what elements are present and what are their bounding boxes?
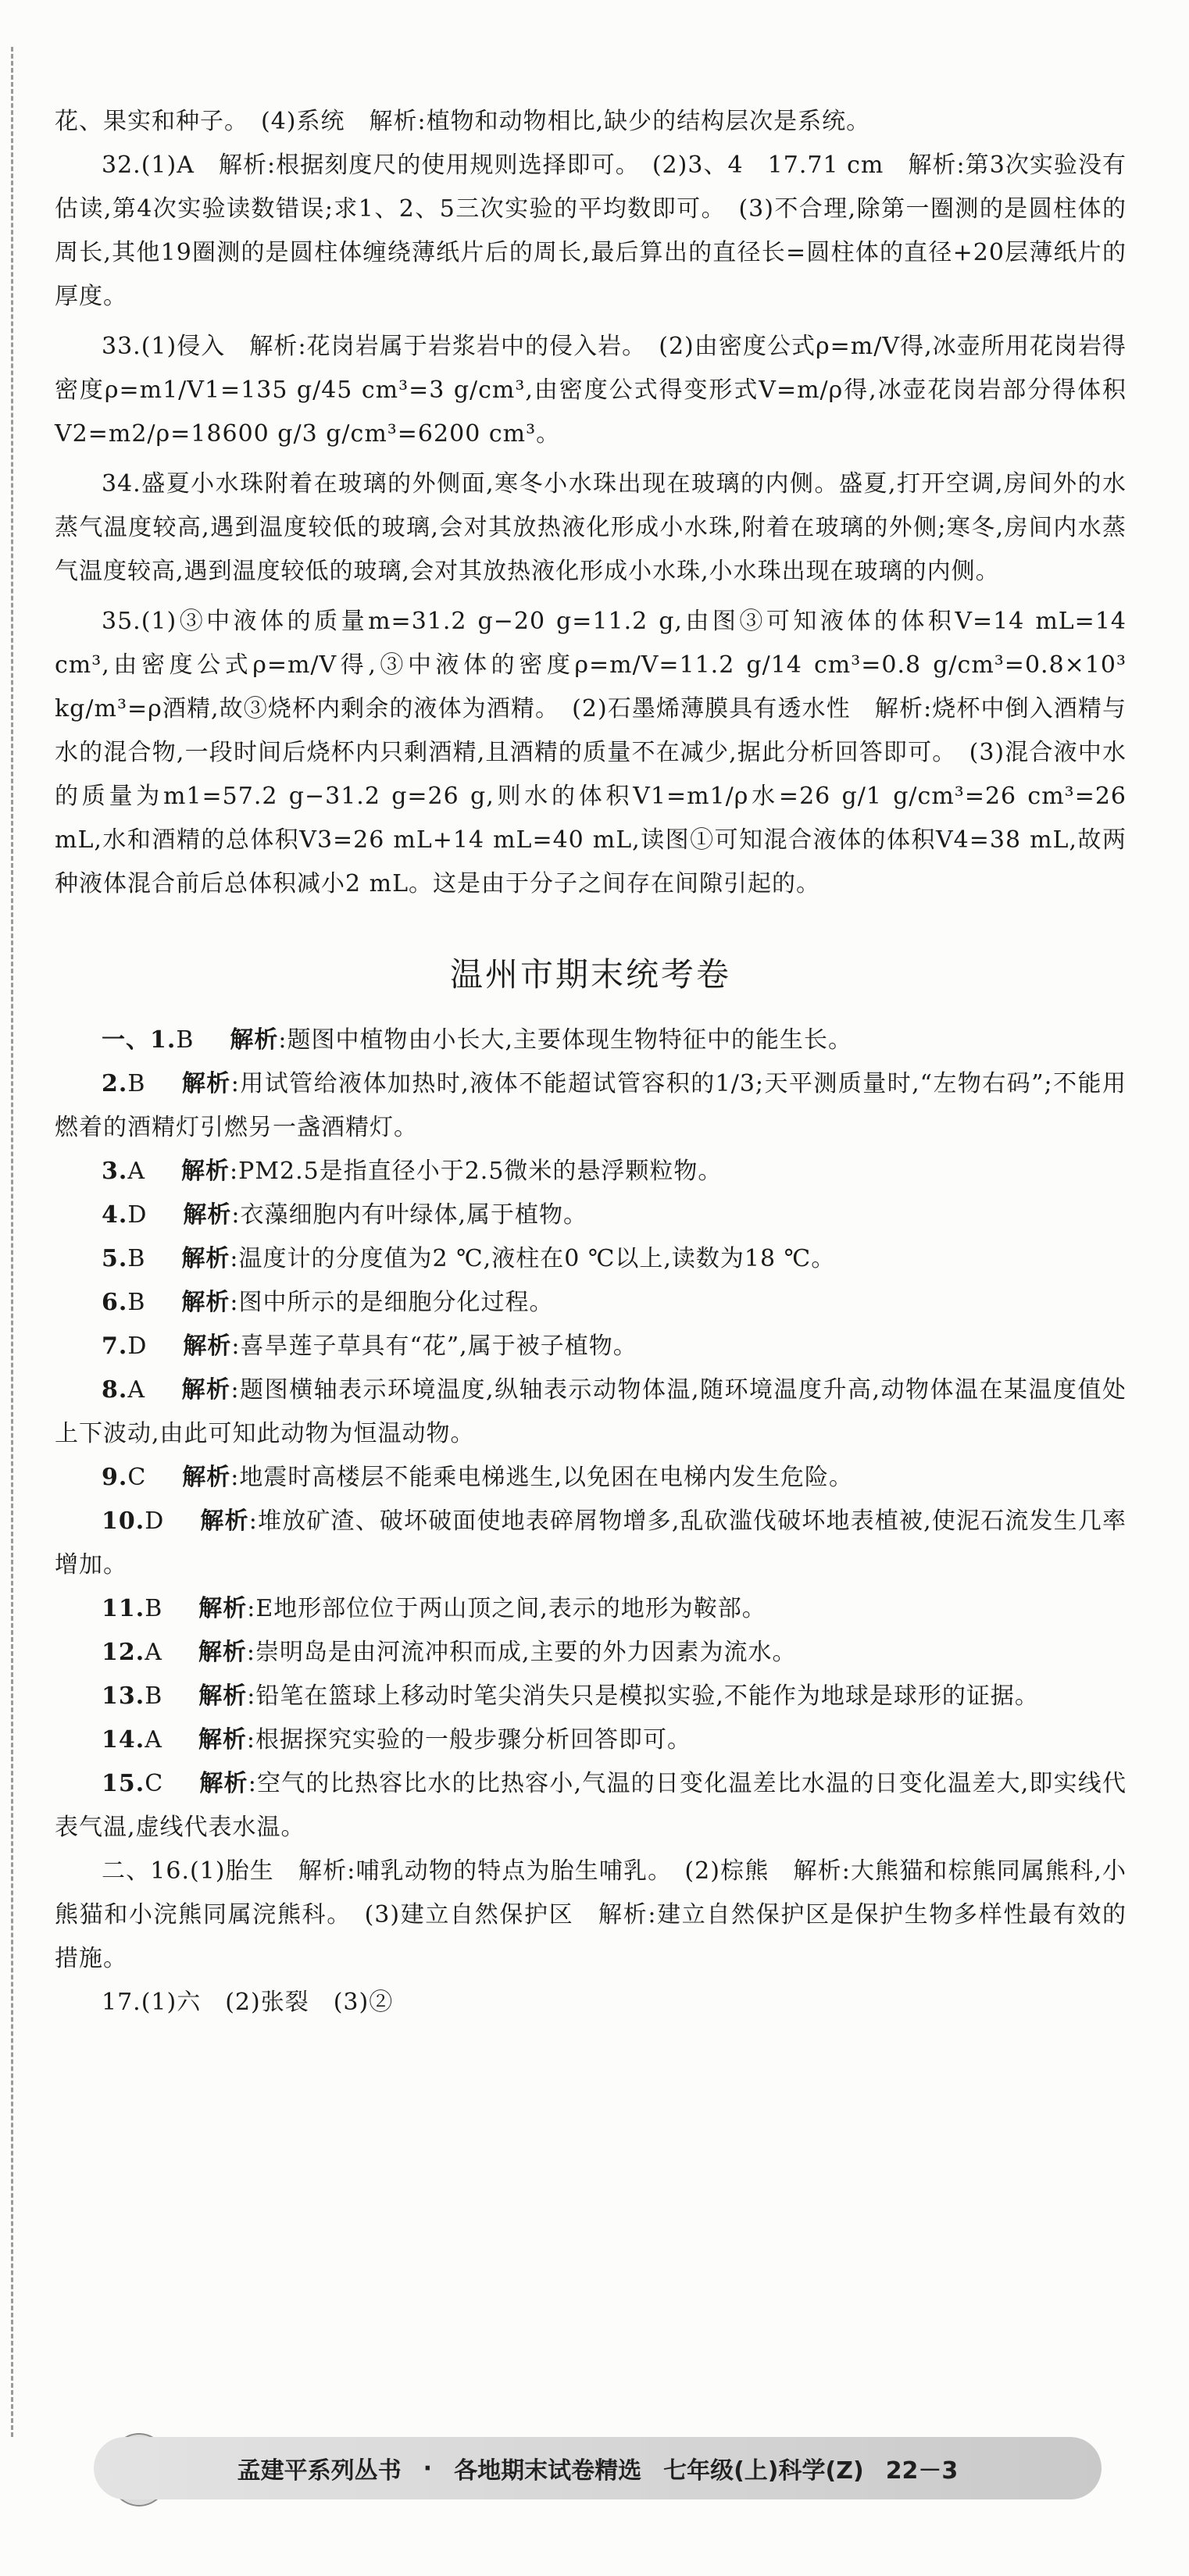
analysis-text: PM2.5是指直径小于2.5微米的悬浮颗粒物。 [238,1158,723,1185]
analysis-label: 解析 [183,1201,232,1229]
binding-dashed-line [11,47,13,2437]
answer-number: 14. [102,1726,145,1754]
analysis-label: 解析 [199,1770,248,1797]
answer-choice: B [127,1289,146,1316]
analysis-text: 喜旱莲子草具有“花”,属于被子植物。 [240,1333,637,1360]
answer-choice: C [127,1464,147,1491]
answer-choice: A [127,1158,145,1185]
answer-number: 11. [102,1595,145,1622]
answer-item: 11.B 解析:E地形部位位于两山顶之间,表示的地形为鞍部。 [102,1595,766,1622]
answer-list [55,1019,1127,1850]
answer-choice: B [127,1245,146,1272]
section-title: 温州市期末统考卷 [449,955,731,994]
answer-number: 一、1. [102,1026,177,1054]
analysis-text: 题图中植物由小长大,主要体现生物特征中的能生长。 [287,1026,853,1054]
answer-17: 17.(1)六 (2)张裂 (3)② [102,1989,394,2016]
analysis-label: 解析 [181,1376,231,1404]
answer-35: 35.(1)③中液体的质量m=31.2 g−20 g=11.2 g,由图③可知液体的体积V=14 mL=14 cm³,由密度公式ρ=m/V得,③中液体的密度ρ=m/V=11.2 g/14 cm³=0.8 g/cm³=0.8×10³ kg/m³=ρ酒精,故③烧杯内剩余的液体为酒精。 (2)石墨烯薄膜具有透水性 解析:烧杯中倒入酒精与水的混合物,一段时间后烧杯内只剩酒精,且酒精的质量不在减少,据此分析回答即可。 (3)混合液中水的质量为m1=57.2 g−31.2 g=26 g,则水的体积V1=m1/ρ水=26 g/1 g/cm³=26 cm³=26 mL,水和酒精的总体积V3=26 mL+14 mL=40 mL,读图①可知混合液体的体积V4=38 mL,故两种液体混合前后总体积减小2 mL。这是由于分子之间存在间隙引起的。 [55,608,1127,897]
answer-16: 二、16.(1)胎生 解析:哺乳动物的特点为胎生哺乳。 (2)棕熊 解析:大熊猫和棕熊同属熊科,小熊猫和小浣熊同属浣熊科。 (3)建立自然保护区 解析:建立自然保护区是保护生物多样性最有效的措施。 [55,1857,1127,1972]
footer-series: 孟建平系列丛书 [237,2457,402,2485]
answer-choice: B [127,1070,146,1097]
analysis-label: 解析 [182,1464,231,1491]
footer-dot: · [423,2454,433,2482]
answer-item: 7.D 解析:喜旱莲子草具有“花”,属于被子植物。 [102,1333,637,1360]
analysis-label: 解析 [181,1245,230,1272]
answer-33: 33.(1)侵入 解析:花岗岩属于岩浆岩中的侵入岩。 (2)由密度公式ρ=m/V得,冰壶所用花岗岩得密度ρ=m1/V1=135 g/45 cm³=3 g/cm³,由密度公式得变形式V=m/ρ得,冰壶花岗岩部分得体积V2=m2/ρ=18600 g/3 g/cm³=6200 cm³。 [55,333,1127,448]
footer-book: 各地期末试卷精选 [454,2457,642,2485]
answer-item: 10.D 解析:堆放矿渣、破坏破面使地表碎屑物增多,乱砍滥伐破坏地表植被,使泥石流发生几率增加。 [55,1507,1127,1579]
answer-32: 32.(1)A 解析:根据刻度尺的使用规则选择即可。 (2)3、4 17.71 cm 解析:第3次实验没有估读,第4次实验读数错误;求1、2、5三次实验的平均数即可。 (3)不合理,除第一圈测的是圆柱体的周长,其他19圈测的是圆柱体缠绕薄纸片后的周长,最后算出的直径长=圆柱体的直径+20层薄纸片的厚度。 [55,152,1127,310]
analysis-label: 解析 [200,1507,249,1535]
answer-choice: A [127,1376,145,1404]
para-31-tail: 花、果实和种子。 (4)系统 解析:植物和动物相比,缺少的结构层次是系统。 [55,108,871,135]
analysis-text: 题图横轴表示环境温度,纵轴表示动物体温,随环境温度升高,动物体温在某温度值处上下波动,由此可知此动物为恒温动物。 [55,1376,1127,1447]
answer-number: 2. [102,1070,128,1097]
analysis-text: 地震时高楼层不能乘电梯逃生,以免困在电梯内发生危险。 [239,1464,853,1491]
answer-choice: B [145,1595,163,1622]
answer-item: 一、1.B 解析:题图中植物由小长大,主要体现生物特征中的能生长。 [102,1026,853,1054]
analysis-label: 解析 [181,1289,230,1316]
answer-choice: A [145,1639,162,1666]
footer-bar [94,2437,1102,2499]
answer-number: 15. [102,1770,145,1797]
analysis-label: 解析 [198,1682,248,1710]
page-content [55,100,1127,2025]
answer-number: 13. [102,1682,145,1710]
analysis-label: 解析 [183,1333,232,1360]
answer-number: 7. [102,1333,128,1360]
answer-choice: B [176,1026,195,1054]
answer-choice: D [127,1333,148,1360]
analysis-label: 解析 [230,1026,279,1054]
analysis-label: 解析 [198,1595,248,1622]
analysis-text: 图中所示的是细胞分化过程。 [238,1289,554,1316]
analysis-label: 解析 [181,1158,230,1185]
answer-choice: B [145,1682,163,1710]
answer-number: 8. [102,1376,128,1404]
answer-number: 10. [102,1507,145,1535]
answer-item: 2.B 解析:用试管给液体加热时,液体不能超试管容积的1/3;天平测质量时,“左物右码”;不能用燃着的酒精灯引燃另一盏酒精灯。 [55,1070,1127,1141]
analysis-text: 空气的比热容比水的比热容小,气温的日变化温差比水温的日变化温差大,即实线代表气温,虚线代表水温。 [55,1770,1127,1841]
analysis-text: 温度计的分度值为2 ℃,液柱在0 ℃以上,读数为18 ℃。 [238,1245,836,1272]
answer-choice: C [145,1770,164,1797]
answer-item: 9.C 解析:地震时高楼层不能乘电梯逃生,以免困在电梯内发生危险。 [102,1464,853,1491]
answer-item: 14.A 解析:根据探究实验的一般步骤分析回答即可。 [102,1726,691,1754]
answer-item: 3.A 解析:PM2.5是指直径小于2.5微米的悬浮颗粒物。 [102,1158,723,1185]
analysis-label: 解析 [198,1639,247,1666]
answer-item: 15.C 解析:空气的比热容比水的比热容小,气温的日变化温差比水温的日变化温差大,即实线代表气温,虚线代表水温。 [55,1770,1127,1841]
answer-choice: A [145,1726,162,1754]
answer-item: 5.B 解析:温度计的分度值为2 ℃,液柱在0 ℃以上,读数为18 ℃。 [102,1245,836,1272]
footer-grade: 七年级(上)科学(Z) [663,2457,864,2485]
analysis-text: 铅笔在篮球上移动时笔尖消失只是模拟实验,不能作为地球是球形的证据。 [255,1682,1039,1710]
answer-item: 6.B 解析:图中所示的是细胞分化过程。 [102,1289,554,1316]
analysis-label: 解析 [181,1070,231,1097]
analysis-text: 堆放矿渣、破坏破面使地表碎屑物增多,乱砍滥伐破坏地表植被,使泥石流发生几率增加。 [55,1507,1127,1579]
answer-choice: D [127,1201,148,1229]
answer-item: 13.B 解析:铅笔在篮球上移动时笔尖消失只是模拟实验,不能作为地球是球形的证据。 [102,1682,1039,1710]
answer-item: 4.D 解析:衣藻细胞内有叶绿体,属于植物。 [102,1201,588,1229]
answer-item: 8.A 解析:题图横轴表示环境温度,纵轴表示动物体温,随环境温度升高,动物体温在某温度值处上下波动,由此可知此动物为恒温动物。 [55,1376,1127,1447]
answer-34: 34.盛夏小水珠附着在玻璃的外侧面,寒冬小水珠出现在玻璃的内侧。盛夏,打开空调,房间外的水蒸气温度较高,遇到温度较低的玻璃,会对其放热液化形成小水珠,附着在玻璃的外侧;寒冬,房间内水蒸气温度较高,遇到温度较低的玻璃,会对其放热液化形成小水珠,小水珠出现在玻璃的内侧。 [55,470,1127,585]
answer-number: 12. [102,1639,145,1666]
answer-number: 3. [102,1158,128,1185]
answer-number: 6. [102,1289,128,1316]
analysis-text: 用试管给液体加热时,液体不能超试管容积的1/3;天平测质量时,“左物右码”;不能用燃着的酒精灯引燃另一盏酒精灯。 [55,1070,1127,1141]
answer-item: 12.A 解析:崇明岛是由河流冲积而成,主要的外力因素为流水。 [102,1639,797,1666]
answer-number: 9. [102,1464,128,1491]
analysis-text: 衣藻细胞内有叶绿体,属于植物。 [240,1201,588,1229]
analysis-text: 根据探究实验的一般步骤分析回答即可。 [255,1726,691,1754]
analysis-label: 解析 [198,1726,247,1754]
answer-choice: D [145,1507,165,1535]
answer-number: 4. [102,1201,128,1229]
analysis-text: 崇明岛是由河流冲积而成,主要的外力因素为流水。 [255,1639,797,1666]
page-number: 22－3 [885,2457,959,2485]
answer-number: 5. [102,1245,128,1272]
analysis-text: E地形部位位于两山顶之间,表示的地形为鞍部。 [255,1595,766,1622]
